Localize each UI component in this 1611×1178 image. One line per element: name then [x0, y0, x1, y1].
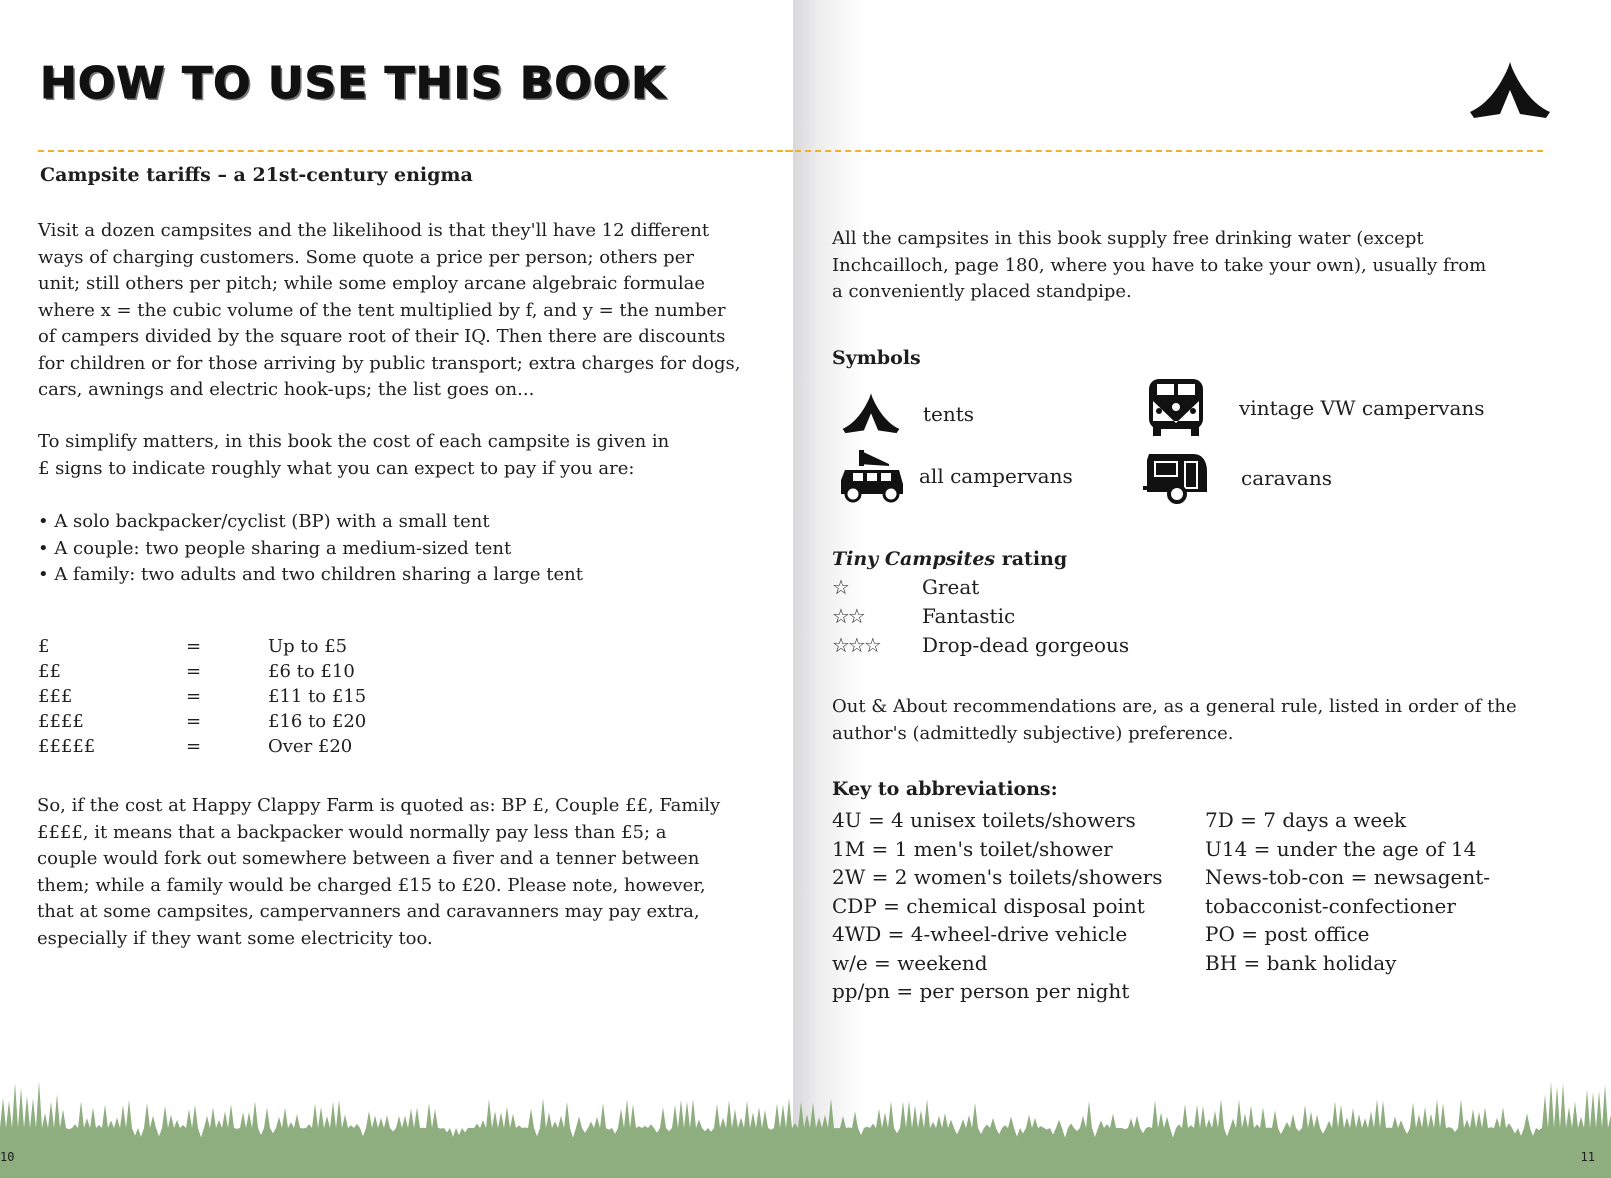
bullet-list [38, 509, 583, 589]
equals: = [186, 686, 202, 707]
example-paragraph [37, 793, 720, 952]
price-range: Up to £5 [268, 636, 348, 657]
star-icon: ☆☆☆ [832, 632, 880, 657]
price-range: £11 to £15 [268, 686, 367, 707]
tent-icon [1468, 60, 1552, 122]
right-page [793, 0, 1611, 1178]
dashed-divider [785, 150, 1543, 152]
left-page [0, 0, 793, 1178]
rating-row [832, 572, 1129, 601]
rating-row [832, 601, 1129, 630]
symbol-vw [1145, 377, 1485, 439]
tent-icon [841, 392, 901, 436]
table-row [38, 711, 366, 736]
text-line: Out & About recommendations are, as a general rule, listed in order of the [832, 696, 1517, 717]
text-line: Visit a dozen campsites and the likelihood is that they'll have 12 different [38, 220, 710, 241]
symbol-tents [841, 392, 974, 436]
abbr-item: U14 = under the age of 14 [1205, 836, 1477, 861]
abbreviations-heading: Key to abbreviations: [832, 778, 1058, 800]
campervan-icon [839, 448, 905, 504]
text-line: author's (admittedly subjective) preference. [832, 722, 1234, 744]
rating-key [832, 548, 1129, 659]
price-symbol: £££££ [38, 736, 96, 757]
abbr-item: News-tob-con = newsagent- [1205, 865, 1491, 889]
symbol-caravans [1143, 450, 1332, 506]
equals: = [186, 636, 202, 657]
star-icon: ☆☆ [832, 603, 864, 628]
section-heading: Campsite tariffs – a 21st-century enigma [40, 164, 473, 186]
rating-heading: rating [995, 548, 1068, 570]
table-row [38, 686, 366, 711]
list-item: • A family: two adults and two children sharing a large tent [38, 564, 583, 585]
abbr-item: 2W = 2 women's toilets/showers [832, 865, 1163, 889]
rating-label: Great [922, 574, 980, 599]
text-line: £ signs to indicate roughly what you can expect to pay if you are: [38, 457, 635, 479]
text-line: To simplify matters, in this book the cost of each campsite is given in [38, 431, 670, 452]
dashed-divider [38, 150, 793, 152]
text-line: for children or for those arriving by public transport; extra charges for dogs, [38, 352, 741, 374]
abbr-item: tobacconist-confectioner [1205, 893, 1456, 918]
symbol-label: caravans [1241, 466, 1332, 490]
abbr-item: PO = post office [1205, 922, 1370, 946]
symbol-label: tents [923, 402, 975, 426]
text-line: unit; still others per pitch; while some employ arcane algebraic formulae [38, 273, 706, 294]
abbr-item: w/e = weekend [832, 950, 988, 975]
table-row [38, 661, 366, 686]
text-line: ways of charging customers. Some quote a price per person; others per [38, 246, 694, 268]
text-line: ££££, it means that a backpacker would normally pay less than £5; a [37, 821, 667, 843]
price-symbol: ££££ [38, 711, 84, 732]
price-symbol: £££ [38, 686, 73, 707]
list-item: • A solo backpacker/cyclist (BP) with a small tent [38, 511, 490, 532]
abbr-item: CDP = chemical disposal point [832, 893, 1145, 918]
out-about-paragraph [832, 694, 1517, 747]
page-number-left: 10 [0, 1150, 15, 1164]
abbreviations-col-2 [1205, 806, 1490, 977]
text-line: that at some campsites, campervanners and caravanners may pay extra, [37, 901, 700, 922]
equals: = [186, 661, 202, 682]
table-row [38, 736, 366, 761]
intro-paragraph [38, 218, 740, 404]
price-range: £6 to £10 [268, 661, 355, 682]
rating-label: Fantastic [922, 603, 1016, 628]
list-item: • A couple: two people sharing a medium-sized tent [38, 537, 512, 559]
symbol-label: vintage VW campervans [1239, 396, 1485, 420]
abbreviations-col-1 [832, 806, 1163, 1006]
text-line: where x = the cubic volume of the tent multiplied by f, and y = the number [38, 299, 726, 321]
equals: = [186, 736, 202, 757]
page-number-right: 11 [1580, 1150, 1595, 1164]
price-range: £16 to £20 [268, 711, 367, 732]
text-line: All the campsites in this book supply free drinking water (except [832, 228, 1424, 249]
text-line: cars, awnings and electric hook-ups; the list goes on... [38, 379, 535, 400]
text-line: couple would fork out somewhere between a fiver and a tenner between [37, 848, 700, 869]
symbols-heading: Symbols [832, 347, 921, 369]
symbol-campervans [839, 448, 1073, 504]
price-symbol: £ [38, 636, 50, 657]
text-line: of campers divided by the square root of their IQ. Then there are discounts [38, 326, 726, 347]
text-line: them; while a family would be charged £15 to £20. Please note, however, [37, 874, 706, 896]
rating-label: Drop-dead gorgeous [922, 632, 1130, 657]
abbr-item: BH = bank holiday [1205, 950, 1397, 975]
price-range: Over £20 [268, 736, 353, 757]
price-symbol: ££ [38, 661, 61, 682]
vw-campervan-icon [1145, 377, 1207, 439]
text-line: Inchcailloch, page 180, where you have to take your own), usually from [832, 254, 1487, 276]
water-paragraph [832, 226, 1486, 306]
equals: = [186, 711, 202, 732]
price-table [38, 636, 366, 761]
simplify-paragraph [38, 429, 669, 482]
symbol-label: all campervans [919, 464, 1073, 488]
star-icon: ☆ [832, 574, 848, 599]
abbr-item: 1M = 1 men's toilet/shower [832, 836, 1113, 861]
caravan-icon [1143, 450, 1209, 506]
grass-illustration [0, 1068, 1611, 1178]
abbr-item: pp/pn = per person per night [832, 979, 1130, 1003]
abbr-item: 4WD = 4-wheel-drive vehicle [832, 922, 1128, 946]
rating-heading-italic: Tiny Campsites [832, 548, 996, 570]
text-line: especially if they want some electricity too. [37, 927, 433, 949]
abbr-item: 7D = 7 days a week [1205, 808, 1407, 832]
table-row [38, 636, 366, 661]
text-line: So, if the cost at Happy Clappy Farm is quoted as: BP £, Couple ££, Family [37, 795, 721, 816]
rating-row [832, 630, 1129, 659]
abbr-item: 4U = 4 unisex toilets/showers [832, 808, 1136, 832]
text-line: a conveniently placed standpipe. [832, 281, 1132, 302]
page-title: HOW TO USE THIS BOOK [40, 58, 667, 109]
